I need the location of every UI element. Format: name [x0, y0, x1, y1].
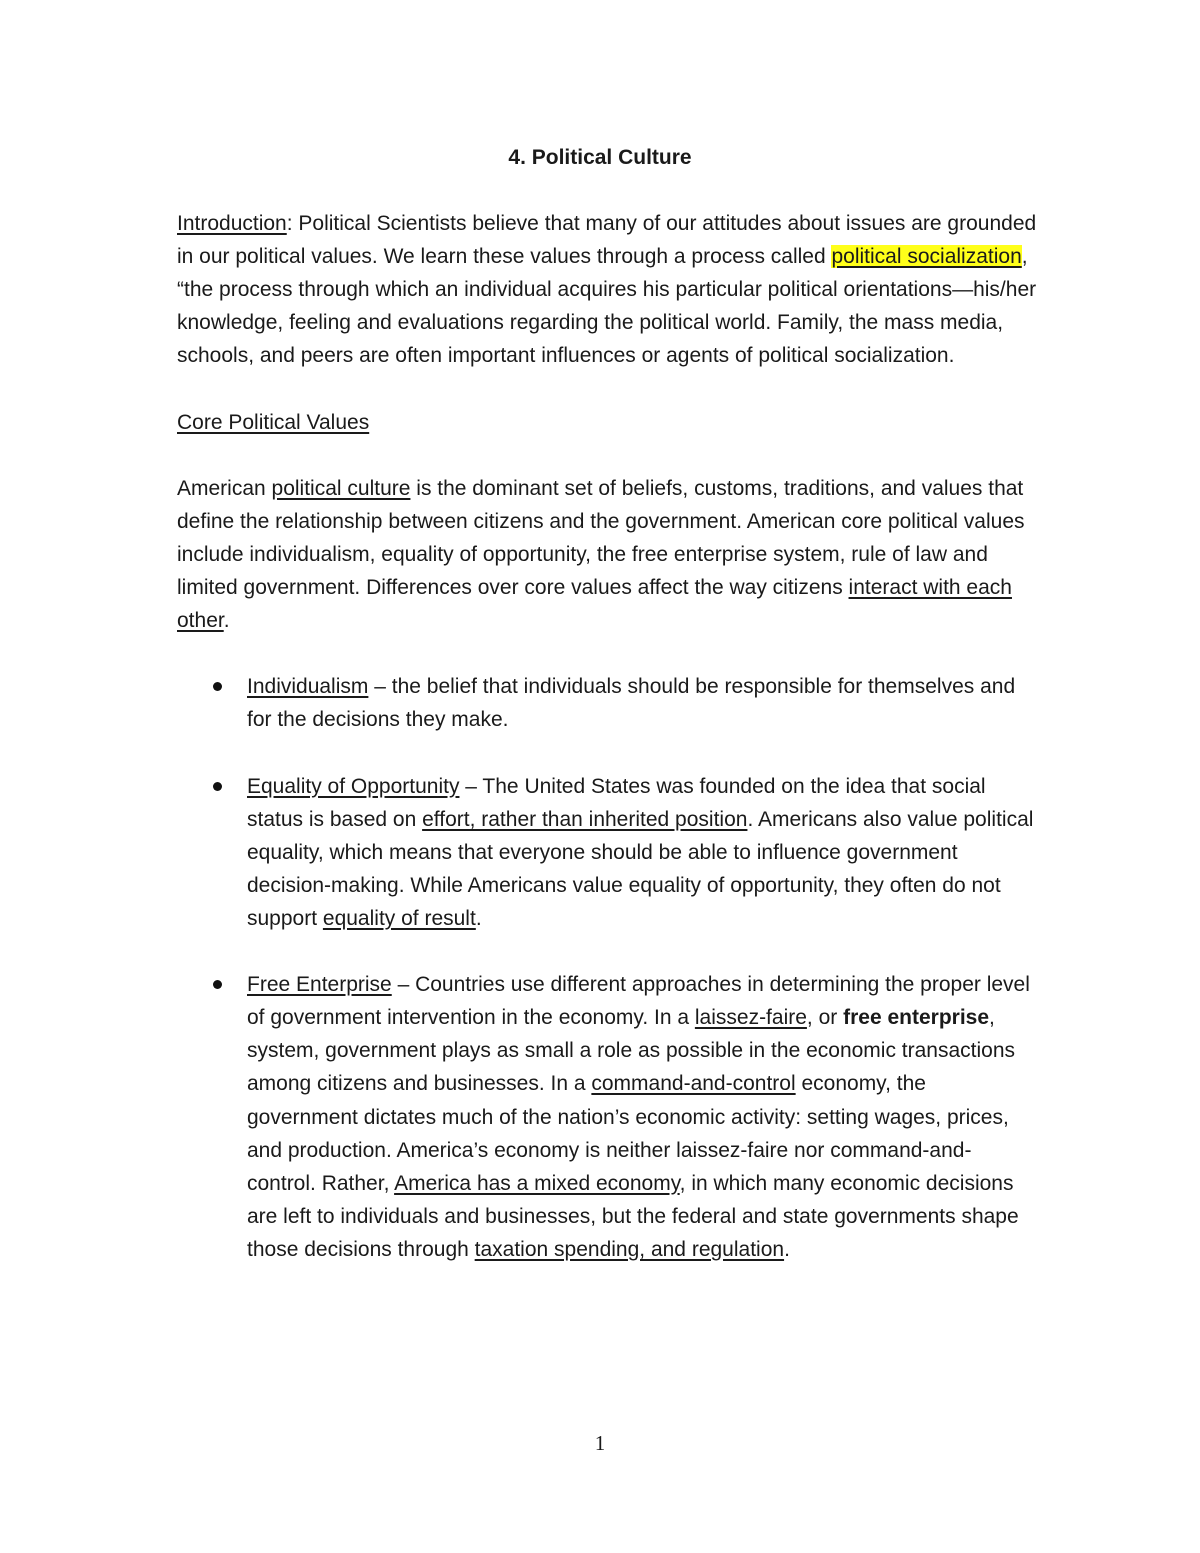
bullet-underlined-4: taxation spending, and regulation: [474, 1237, 785, 1261]
section-heading-text: Core Political Values: [177, 410, 370, 434]
bullet-icon: [213, 782, 222, 791]
bullet-term: Individualism: [247, 675, 369, 699]
culture-term: political culture: [271, 476, 411, 500]
page-number: 1: [594, 1431, 606, 1455]
bullet-text: – the belief that individuals should be responsible for themselves and for the decisions they make.: [247, 675, 1016, 732]
culture-text-2: is the dominant set of beliefs, customs, traditions, and values that define the relationship between citizens and the government. American core political values include individualism, equality of opportunity, the free enterprise system, rule of law and limited government. Differences over core values affect the way citizens: [177, 476, 1025, 600]
bullet-underlined-3: America has a mixed economy: [394, 1171, 680, 1195]
bullet-underlined-2: command-and-control: [591, 1072, 796, 1096]
core-values-list: [177, 670, 1037, 1266]
culture-text-3: .: [223, 609, 230, 633]
bullet-text-2: . Americans also value political equality, which means that everyone should be able to influence government decision-making. While Americans value equality of opportunity, they often do not support: [247, 807, 1034, 930]
culture-text-1: American: [177, 476, 272, 500]
intro-paragraph: [177, 207, 1037, 372]
bullet-bold-term: free enterprise: [843, 1006, 990, 1030]
list-item-equality: [177, 770, 1037, 935]
intro-label: Introduction: [177, 212, 287, 235]
bullet-underlined-1: effort, rather than inherited position: [422, 807, 748, 831]
bullet-icon: [213, 682, 222, 691]
bullet-text-3: .: [475, 906, 482, 930]
bullet-text-4: economy, the government dictates much of the nation’s economic activity: setting wages, prices, and production. America’s economy is neither laissez-faire nor command-and-control. Rather,: [247, 1072, 1009, 1195]
bullet-text-1: – The United States was founded on the idea that social status is based on: [247, 774, 986, 831]
bullet-text-1: – Countries use different approaches in determining the proper level of government intervention in the economy. In a: [247, 973, 1030, 1030]
bullet-text-5: , in which many economic decisions are left to individuals and businesses, but the federal and state governments shape those decisions through: [247, 1171, 1019, 1261]
culture-paragraph: [177, 472, 1037, 637]
culture-underlined-phrase: interact with each other: [177, 576, 1012, 633]
page-title: 4. Political Culture: [508, 146, 692, 169]
highlighted-term: political socialization: [831, 245, 1022, 269]
intro-text-1: : Political Scientists believe that many of our attitudes about issues are grounded in our political values. We learn these values through a process called: [177, 212, 1037, 269]
section-heading: [177, 406, 1037, 439]
bullet-term: Equality of Opportunity: [247, 774, 460, 798]
bullet-term: Free Enterprise: [247, 973, 392, 997]
list-item-individualism: [177, 670, 1037, 736]
bullet-underlined-2: equality of result: [322, 906, 476, 930]
bullet-icon: [213, 980, 222, 989]
intro-text-2: , “the process through which an individual acquires his particular political orientations—his/her knowledge, feeling and evaluations regarding the political world. Family, the mass media, schools, and peers are often important influences or agents of political socialization.: [177, 245, 1037, 368]
list-item-enterprise: [177, 968, 1037, 1266]
bullet-underlined-1: laissez-faire: [694, 1006, 807, 1030]
bullet-text-2: , or: [806, 1006, 844, 1030]
bullet-text-6: .: [784, 1237, 790, 1261]
bullet-text-3: , system, government plays as small a role as possible in the economic transactions among citizens and businesses. In a: [247, 1006, 1016, 1096]
document-body: [177, 207, 1037, 1266]
